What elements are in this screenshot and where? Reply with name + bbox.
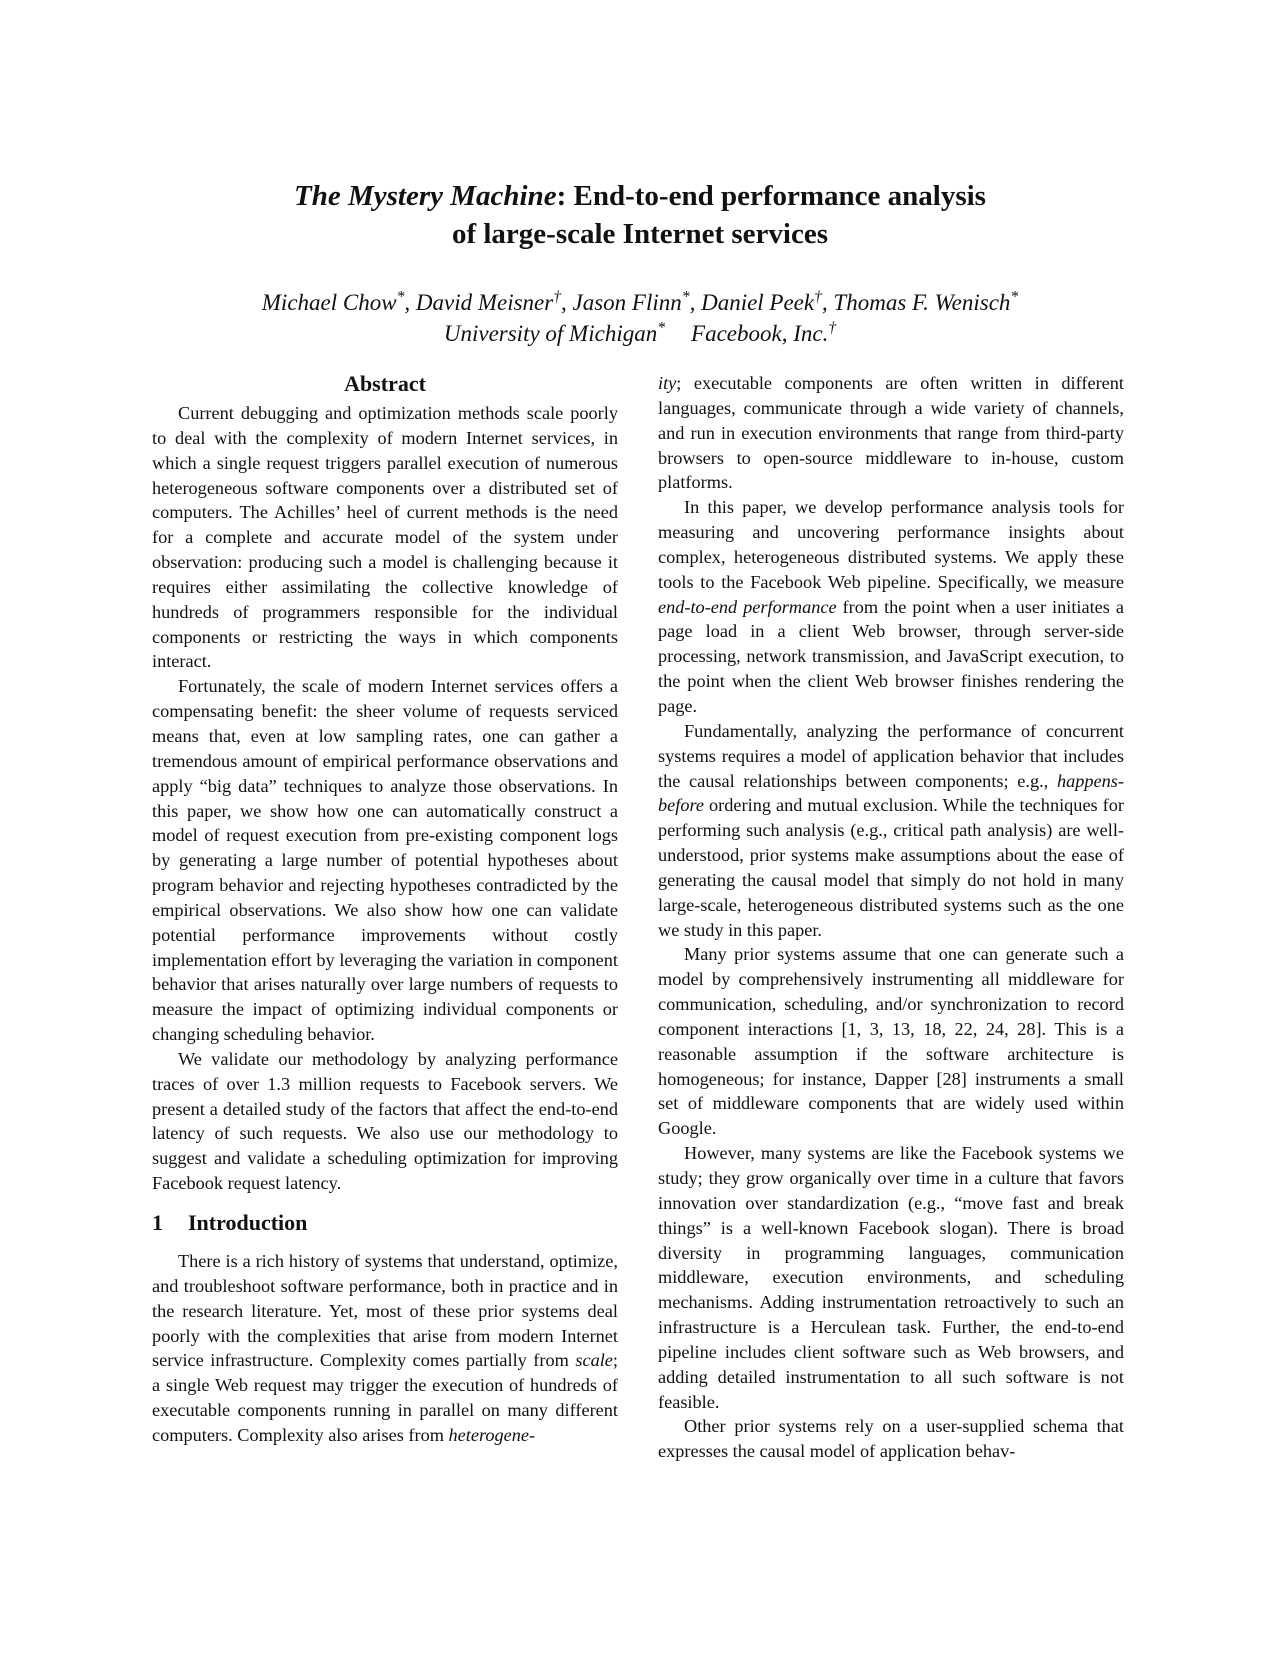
body-paragraph <box>658 495 1124 719</box>
paper-title <box>140 177 1140 253</box>
author-block <box>140 287 1140 349</box>
affiliation-mark: * <box>681 288 690 306</box>
author-separator: , <box>689 290 702 315</box>
left-column <box>152 371 618 1448</box>
emphasis-text: end-to-end performance <box>658 596 837 617</box>
affiliation-michigan: University of Michigan <box>443 321 658 346</box>
affiliation-mark: † <box>828 319 837 337</box>
emphasis-text: ity <box>658 373 677 393</box>
emphasis-text: happens-before <box>658 770 1124 816</box>
affiliation-mark: * <box>396 288 405 306</box>
author-separator: , <box>404 290 416 315</box>
body-text: In this paper, we develop performance analysis tools for measuring and uncovering performance insights about complex, heterogeneous distributed systems. We apply these tools to the Facebook Web pipeline. Specifically, we measure <box>658 497 1124 592</box>
body-paragraph: Many prior systems assume that one can generate such a model by comprehensively instrumenting all middleware for communication, scheduling, and/or synchronization to record component interactions [1, 3, 13, 18, 22, 24, 28]. This is a reasonable assumption if the software architecture is homogeneous; for instance, Dapper [28] instruments a small set of middleware components that are widely used within Google. <box>658 944 1124 1139</box>
emphasis-text: heterogene- <box>448 1424 536 1445</box>
author-name: Jason Flinn <box>572 290 682 315</box>
body-paragraph <box>658 719 1124 943</box>
author-name: David Meisner <box>415 290 554 315</box>
body-paragraph: Other prior systems rely on a user-supplied schema that expresses the causal model of application behav- <box>658 1416 1124 1462</box>
body-text: Fundamentally, analyzing the performance of concurrent systems requires a model of application behavior that includes the causal relationships between components; e.g., <box>658 720 1124 791</box>
emphasis-text: scale <box>575 1350 613 1371</box>
affiliation-facebook: Facebook, Inc. <box>691 321 829 346</box>
affiliations <box>140 318 1140 349</box>
section-number: 1 <box>152 1210 163 1235</box>
affiliation-mark: * <box>657 319 666 337</box>
abstract-paragraph: Fortunately, the scale of modern Internet services offers a compensating benefit: the sheer volume of requests serviced means that, even at low sampling rates, one can gather a tremendous amount of empirical performance observations and apply “big data” techniques to analyze those observations. In this paper, we show how one can automatically construct a model of request execution from pre-existing component logs by generating a large number of potential hypotheses about program behavior and rejecting hypotheses contradicted by the empirical observations. We also show how one can validate potential performance improvements without costly implementation effort by leveraging the variation in component behavior that arises naturally over large numbers of requests to measure the impact of optimizing individual components or changing scheduling behavior. <box>152 676 618 1045</box>
affiliation-mark: † <box>553 288 562 306</box>
affiliation-mark: * <box>1010 288 1019 306</box>
title-line-2: of large-scale Internet services <box>451 218 829 250</box>
body-paragraph: However, many systems are like the Facebook systems we study; they grow organically over time in a culture that favors innovation over standardization (e.g., “move fast and break things” is a well-known Facebook slogan). There is broad diversity in programming languages, communication middleware, execution environments, and scheduling mechanisms. Adding instrumentation retroactively to such an infrastructure is a Herculean task. Further, the end-to-end pipeline includes client software such as Web browsers, and adding detailed instrumentation to all such software is not feasible. <box>658 1143 1124 1412</box>
title-rest-part: : End-to-end performance analysis <box>556 180 986 212</box>
title-line-1 <box>140 177 1140 215</box>
body-paragraph-continued <box>658 371 1124 495</box>
abstract-heading: Abstract <box>344 371 426 396</box>
body-paragraph <box>152 1249 618 1448</box>
body-text: ; executable components are often written in different languages, communicate through a wide variety of channels, and run in execution environments that range from third-party browsers to open-source middleware to in-house, custom platforms. <box>658 373 1124 493</box>
author-separator: , <box>561 290 573 315</box>
section-title: Introduction <box>188 1210 308 1235</box>
body-text: ordering and mutual exclusion. While the techniques for performing such analysis (e.g., critical path analysis) are well-understood, prior systems make assumptions about the ease of generating the causal model that simply do not hold in many large-scale, heterogeneous distributed systems such as the one we study in this paper. <box>658 795 1124 940</box>
right-column <box>658 371 1124 1464</box>
section-heading-introduction <box>152 1209 618 1237</box>
author-separator: , <box>821 290 834 315</box>
body-text: ; a single Web request may trigger the execution of hundreds of executable components running in parallel on many different computers. Complexity also arises from <box>152 1350 618 1445</box>
author-name: Michael Chow <box>261 290 397 315</box>
body-text: There is a rich history of systems that understand, optimize, and troubleshoot software performance, both in practice and in the research literature. Yet, most of these prior systems deal poorly with the complexities that arise from modern Internet service infrastructure. Complexity comes partially from <box>152 1251 618 1371</box>
author-name: Daniel Peek <box>701 290 815 315</box>
author-name: Thomas F. Wenisch <box>833 290 1011 315</box>
author-list <box>140 287 1140 318</box>
title-italic-part: The Mystery Machine <box>294 180 557 212</box>
abstract-paragraph: We validate our methodology by analyzing performance traces of over 1.3 million requests to Facebook servers. We present a detailed study of the factors that affect the end-to-end latency of such requests. We also use our methodology to suggest and validate a scheduling optimization for improving Facebook request latency. <box>152 1048 618 1194</box>
affiliation-mark: † <box>814 288 822 306</box>
body-text: from the point when a user initiates a page load in a client Web browser, through server-side processing, network transmission, and JavaScript execution, to the point when the client Web browser finishes rendering the page. <box>658 596 1124 716</box>
abstract-paragraph: Current debugging and optimization methods scale poorly to deal with the complexity of modern Internet services, in which a single request triggers parallel execution of numerous heterogeneous software components over a distributed set of computers. The Achilles’ heel of current methods is the need for a complete and accurate model of the system under observation: producing such a model is challenging because it requires either assimilating the collective knowledge of hundreds of programmers responsible for the individual components or restricting the ways in which components interact. <box>152 403 618 672</box>
